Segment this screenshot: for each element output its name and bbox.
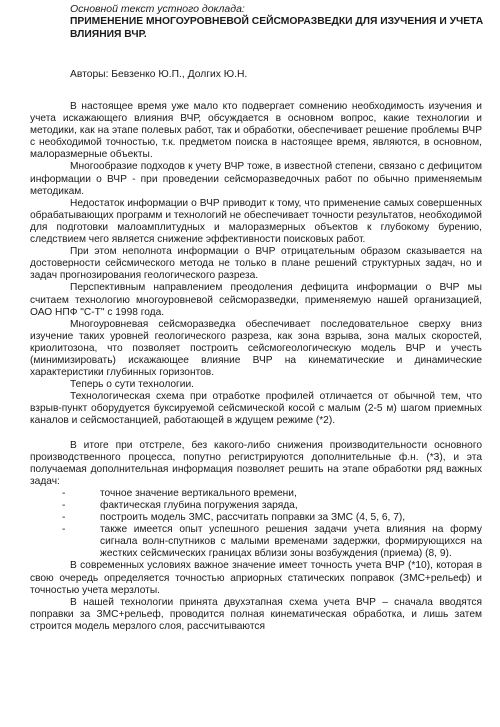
list-item: - точное значение вертикального времени, <box>30 488 482 500</box>
tasks-list <box>30 488 482 561</box>
document-body <box>30 101 482 633</box>
list-item: - также имеется опыт успешного решения задачи учета влияния на форму сигнала волн-спутников с малыми временами задержки, формирующихся на жестких сейсмических границах вблизи зоны возбуждения (приема) (8, 9). <box>30 524 482 560</box>
paragraph-3: Недостаток информации о ВЧР приводит к тому, что применение самых совершенных обрабатывающих программ и технологий не обеспечивает точности результатов, необходимой для подготовки малоамплитудных и малоразмерных объектов к глубокому бурению, следствием чего является снижение эффективности поисковых работ. <box>30 197 482 246</box>
list-item: - построить модель ЗМС, рассчитать поправки за ЗМС (4, 5, 6, 7), <box>30 512 482 524</box>
authors-line: Авторы: Бевзенко Ю.П., Долгих Ю.Н. <box>70 69 248 80</box>
paragraph-9: В итоге при отстреле, без какого-либо снижения производительности основного производственного процесса, попутно регистрируются дополнительные ф.н. (*3), и эта получаемая дополнительная информация позволяет решить на этапе обработки ряд важных задач: <box>30 439 482 487</box>
paragraph-10: В современных условиях важное значение имеет точность учета ВЧР (*10), которая в свою очередь определяется точностью априорных статических поправок (ЗМС+рельеф) и точностью учета мерзлоты. <box>30 560 482 596</box>
paragraph-8: Технологическая схема при отработке профилей отличается от обычной тем, что взрыв-пункт оборудуется буксируемой сейсмической косой с малым (2-5 м) шагом приемных каналов и сейсмостанцией, работающей в ждущем режиме (*2). <box>30 391 482 427</box>
paragraph-11: В нашей технологии принята двухэтапная схема учета ВЧР – сначала вводятся поправки за ЗМС+рельеф, проводится полная кинематическая обработка, и лишь затем строится модель мерзлого слоя, рассчитываются <box>30 596 482 632</box>
list-item: - фактическая глубина погружения заряда, <box>30 500 482 512</box>
pre-title: Основной текст устного доклада: <box>70 3 245 15</box>
paragraph-2: Многообразие подходов к учету ВЧР тоже, в известной степени, связано с дефицитом информации о ВЧР - при проведении сейсморазведочных работ по обычно применяемым методикам. <box>30 161 482 197</box>
paragraph-6: Многоуровневая сейсморазведка обеспечивает последовательное сверху вниз изучение таких уровней геологического разреза, как зона взрыва, зона малых скоростей, криолитозона, что позволяет построить сейсмогеологическую модель ВЧР и учесть (минимизировать) искажающее влияние ВЧР на кинематические и динамические характеристики глубинных горизонтов. <box>30 318 482 379</box>
paragraph-7: Теперь о сути технологии. <box>70 379 194 391</box>
document-title: ПРИМЕНЕНИЕ МНОГОУРОВНЕВОЙ СЕЙСМОРАЗВЕДКИ ДЛЯ ИЗУЧЕНИЯ И УЧЕТА ВЛИЯНИЯ ВЧР. <box>70 16 484 40</box>
paragraph-5: Перспективным направлением преодоления дефицита информации о ВЧР мы считаем технологию многоуровневой сейсморазведки, применяемую нашей организацией, ОАО НПФ "С-Т" с 1998 года. <box>30 282 482 318</box>
paragraph-1: В настоящее время уже мало кто подвергает сомнению необходимость изучения и учета искажающего влияния ВЧР, обсуждается в основном вопрос, какие технологии и методики, как на этапе полевых работ, так и обработки, обеспечивает решение проблемы ВЧР с необходимой точностью, т.к. предметом поиска в настоящее время, являются, в основном, малоразмерные объекты. <box>30 101 482 161</box>
paragraph-4: При этом неполнота информации о ВЧР отрицательным образом сказывается на достоверности сейсмического метода не только в плане решений структурных задач, но и задач прогнозирования геологического разреза. <box>30 246 482 282</box>
